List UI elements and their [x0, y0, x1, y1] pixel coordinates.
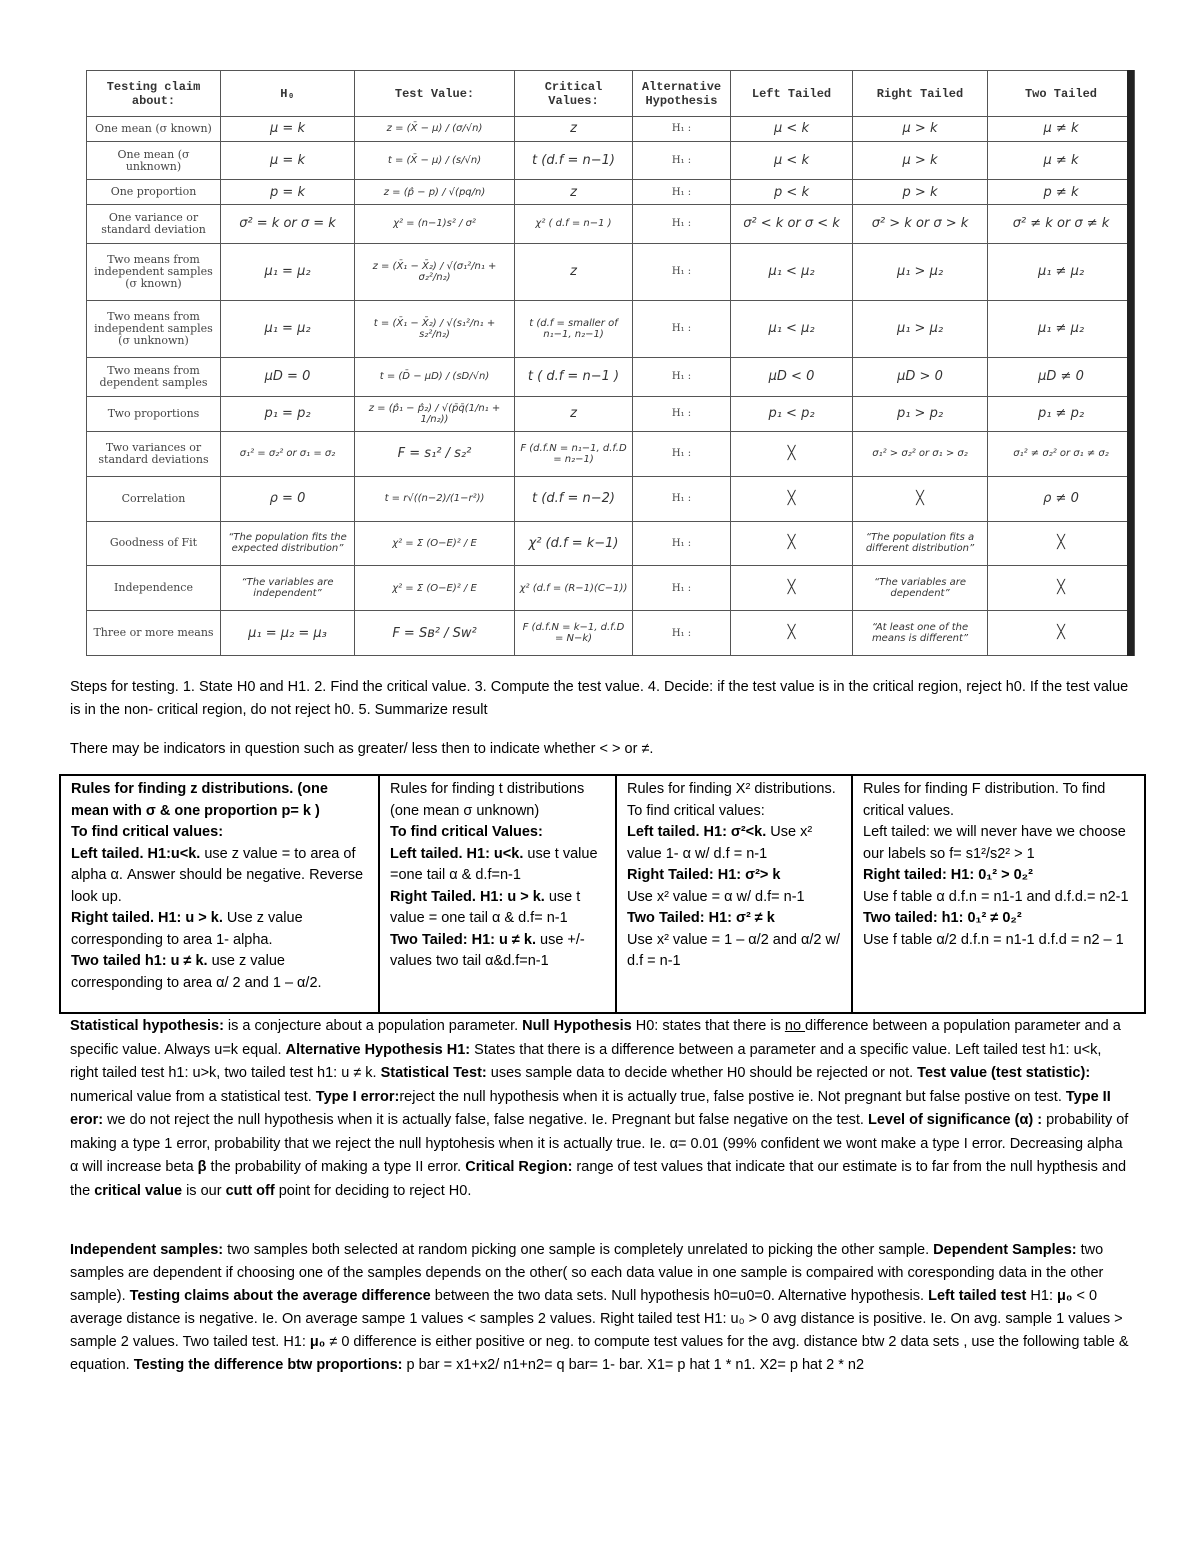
t-left-text: use t value =one tail α & d.f=n-1 — [390, 845, 598, 883]
h0-cell: μ = k — [221, 117, 355, 142]
two-tailed-cell: μD ≠ 0 — [988, 357, 1135, 396]
chi-square-rules — [616, 775, 852, 1013]
header-right-tailed: Right Tailed — [853, 71, 988, 117]
critical-value-cell: z — [515, 396, 633, 432]
z-distribution-rules — [60, 775, 379, 1013]
header-critical-values: Critical Values: — [515, 71, 633, 117]
summary-table-row — [87, 476, 1135, 521]
h0-cell: μD = 0 — [221, 357, 355, 396]
summary-table-row — [87, 205, 1135, 244]
critical-value-cell: χ² ( d.f = n−1 ) — [515, 205, 633, 244]
test-value-cell: z = (X̄₁ − X̄₂) / √(σ₁²/n₁ + σ₂²/n₂) — [355, 243, 515, 300]
left-tailed-cell: μ < k — [731, 117, 853, 142]
alt-hypothesis-cell: H₁ : — [633, 521, 731, 566]
def-text: we do not reject the null hypothesis when it is actually false, false negative. Ie. Pregnant but false negative on the test. — [103, 1112, 868, 1128]
left-tailed-not-applicable-mark: ╳ — [731, 432, 853, 477]
def-text: < 0 average distance is negative. Ie. On average sampe 1 values < samples 2 values. Right tailed test H1: u₀ > 0 avg distance is positive. Ie. On avg. sample 1 values > sample 2 values. Two tailed test. H1: — [70, 1288, 1123, 1350]
critical-value-cell: t ( d.f = n−1 ) — [515, 357, 633, 396]
right-tailed-not-applicable-mark: ╳ — [853, 476, 988, 521]
h0-cell: “The population fits the expected distribution” — [221, 521, 355, 566]
h0-cell: “The variables are independent” — [221, 566, 355, 611]
term-cut-off: cutt off — [225, 1182, 275, 1199]
h0-cell: μ₁ = μ₂ — [221, 300, 355, 357]
def-text: is our — [182, 1182, 226, 1199]
chi-right-label: Right Tailed: H1: σ²> k — [627, 867, 781, 883]
test-value-cell: t = (X̄₁ − X̄₂) / √(s₁²/n₁ + s₂²/n₂) — [355, 300, 515, 357]
term-type-2-error: Type II eror: — [70, 1088, 1111, 1128]
two-tailed-cell: μ ≠ k — [988, 141, 1135, 180]
mu-d-symbol: μ₀ — [1057, 1288, 1073, 1304]
def-text: H1: — [1026, 1288, 1058, 1304]
term-critical-value: critical value — [94, 1182, 183, 1199]
header-left-tailed: Left Tailed — [731, 71, 853, 117]
summary-table-row — [87, 566, 1135, 611]
chi-two-text: Use x² value = 1 – α/2 and α/2 w/ d.f = n-1 — [627, 931, 841, 969]
left-tailed-cell: μ₁ < μ₂ — [731, 300, 853, 357]
def-text: probability of making a type 1 error, probability that we reject the null hyptohesis when it is actually true. Ie. α= 0.01 (99% confident we wont make a type I error. Decreasing alpha α will increase beta — [70, 1112, 1129, 1175]
two-tailed-cell: μ ≠ k — [988, 117, 1135, 142]
right-tailed-cell: p₁ > p₂ — [853, 396, 988, 432]
term-left-tailed-test: Left tailed test — [928, 1288, 1027, 1304]
summary-table-row — [87, 611, 1135, 656]
underlined-no: no — [784, 1018, 806, 1034]
def-text: point for deciding to reject H0. — [274, 1182, 472, 1199]
right-tailed-cell: “The variables are dependent” — [853, 566, 988, 611]
samples-definitions — [70, 1239, 1132, 1377]
t-two-text: use +/- values two tail α&d.f=n-1 — [390, 931, 585, 969]
term-average-difference: Testing claims about the average difference — [129, 1288, 431, 1304]
def-text: ≠ 0 difference is either positive or neg. to compute test values for the avg. distance btw 2 data sets , use the following table & equation. — [70, 1334, 1129, 1373]
right-tailed-cell: μ > k — [853, 141, 988, 180]
t-left-label: Left tailed. H1: u<k. — [390, 845, 524, 862]
alt-hypothesis-cell: H₁ : — [633, 300, 731, 357]
critical-value-cell: t (d.f = n−2) — [515, 476, 633, 521]
header-two-tailed: Two Tailed — [988, 71, 1135, 117]
claim-cell: Two variances or standard deviations — [87, 432, 221, 477]
def-text: uses sample data to decide whether H0 should be rejected or not. — [486, 1065, 918, 1081]
two-tailed-not-applicable-mark: ╳ — [988, 521, 1135, 566]
two-tailed-cell: σ₁² ≠ σ₂² or σ₁ ≠ σ₂ — [988, 432, 1135, 477]
claim-cell: Two proportions — [87, 396, 221, 432]
test-value-cell: t = (D̄ − μD) / (sD/√n) — [355, 357, 515, 396]
test-value-cell: z = (X̄ − μ) / (σ/√n) — [355, 117, 515, 142]
alt-hypothesis-cell: H₁ : — [633, 205, 731, 244]
two-tailed-cell: p ≠ k — [988, 180, 1135, 205]
claim-cell: One mean (σ known) — [87, 117, 221, 142]
term-dependent-samples: Dependent Samples: — [933, 1242, 1077, 1258]
right-tailed-cell: μD > 0 — [853, 357, 988, 396]
f-distribution-rules — [852, 775, 1145, 1013]
z-rules-subtitle: To find critical values: — [71, 824, 224, 840]
indicators-note: There may be indicators in question such as greater/ less then to indicate whether < > or ≠. — [70, 741, 654, 757]
test-value-cell: z = (p̂₁ − p̂₂) / √(p̄q̄(1/n₁ + 1/n₂)) — [355, 396, 515, 432]
right-tailed-cell: μ₁ > μ₂ — [853, 300, 988, 357]
two-tailed-not-applicable-mark: ╳ — [988, 611, 1135, 656]
def-text: States that there is a difference between a parameter and a specific value. Left tailed test h1: u<k, right tailed test h1: u>k, two tailed test h1: u ≠ k. — [70, 1041, 1102, 1081]
left-tailed-cell: p < k — [731, 180, 853, 205]
claim-cell: One proportion — [87, 180, 221, 205]
two-tailed-cell: μ₁ ≠ μ₂ — [988, 243, 1135, 300]
def-text: difference between a population parameter and a specific value. Always u=k equal. — [70, 1018, 1121, 1058]
claim-cell: Two means from independent samples (σ unknown) — [87, 300, 221, 357]
left-tailed-not-applicable-mark: ╳ — [731, 566, 853, 611]
claim-cell: Two means from dependent samples — [87, 357, 221, 396]
t-right-label: Right Tailed. H1: u > k. — [390, 888, 545, 905]
test-value-cell: χ² = Σ (O−E)² / E — [355, 566, 515, 611]
right-tailed-cell: “At least one of the means is different” — [853, 611, 988, 656]
summary-table-row — [87, 243, 1135, 300]
alt-hypothesis-cell: H₁ : — [633, 141, 731, 180]
right-tailed-cell: μ₁ > μ₂ — [853, 243, 988, 300]
summary-table-header-row — [87, 71, 1135, 117]
summary-table-row — [87, 357, 1135, 396]
t-two-label: Two Tailed: H1: u ≠ k. — [390, 931, 536, 948]
h0-cell: μ₁ = μ₂ = μ₃ — [221, 611, 355, 656]
left-tailed-not-applicable-mark: ╳ — [731, 611, 853, 656]
t-right-text: use t value = one tail α & d.f= n-1 — [390, 888, 581, 926]
h0-cell: p₁ = p₂ — [221, 396, 355, 432]
term-critical-region: Critical Region: — [465, 1159, 573, 1175]
right-tailed-cell: σ₁² > σ₂² or σ₁ > σ₂ — [853, 432, 988, 477]
summary-table-row — [87, 432, 1135, 477]
def-text: numerical value from a statistical test. — [70, 1088, 316, 1105]
alt-hypothesis-cell: H₁ : — [633, 432, 731, 477]
claim-cell: One variance or standard deviation — [87, 205, 221, 244]
term-alternative-hypothesis: Alternative Hypothesis H1: — [285, 1041, 471, 1058]
def-text: between the two data sets. Null hypothesis h0=u0=0. Alternative hypothesis. — [430, 1288, 929, 1304]
alt-hypothesis-cell: H₁ : — [633, 357, 731, 396]
left-tailed-not-applicable-mark: ╳ — [731, 521, 853, 566]
alt-hypothesis-cell: H₁ : — [633, 611, 731, 656]
term-level-of-significance: Level of significance (α) : — [867, 1112, 1043, 1128]
right-tailed-cell: p > k — [853, 180, 988, 205]
header-testing-claim: Testing claim about: — [87, 71, 221, 117]
critical-value-cell: t (d.f = smaller of n₁−1, n₂−1) — [515, 300, 633, 357]
test-value-cell: F = s₁² / s₂² — [355, 432, 515, 477]
term-statistical-test: Statistical Test: — [380, 1065, 487, 1081]
f-right-label: Right tailed: H1: 0₁² > 0₂² — [863, 867, 1033, 883]
chi-left-text: Use x² value 1- α w/ d.f = n-1 — [627, 824, 813, 862]
critical-value-cell: F (d.f.N = n₁−1, d.f.D = n₂−1) — [515, 432, 633, 477]
hypothesis-test-summary-table — [86, 70, 1135, 656]
summary-table-row — [87, 141, 1135, 180]
right-tailed-cell: σ² > k or σ > k — [853, 205, 988, 244]
h0-cell: σ² = k or σ = k — [221, 205, 355, 244]
chi-two-label: Two Tailed: H1: σ² ≠ k — [627, 910, 775, 926]
summary-table-row — [87, 180, 1135, 205]
left-tailed-cell: μD < 0 — [731, 357, 853, 396]
term-type-1-error: Type I error: — [315, 1088, 400, 1105]
z-left-label: Left tailed. H1:u<k. — [71, 845, 201, 862]
critical-value-cell: F (d.f.N = k−1, d.f.D = N−k) — [515, 611, 633, 656]
def-text: two samples both selected at random picking one sample is completely unrelated to picking the other sample. — [223, 1242, 934, 1258]
z-two-label: Two tailed h1: u ≠ k. — [71, 953, 208, 969]
test-value-cell: t = (X̄ − μ) / (s/√n) — [355, 141, 515, 180]
claim-cell: Goodness of Fit — [87, 521, 221, 566]
claim-cell: Three or more means — [87, 611, 221, 656]
hypothesis-definitions — [70, 1015, 1132, 1203]
summary-table-row — [87, 300, 1135, 357]
chi-right-text: Use x² value = α w/ d.f= n-1 — [627, 888, 805, 905]
z-left-text: use z value = to area of alpha α. Answer should be negative. Reverse look up. — [71, 845, 364, 905]
critical-value-cell: z — [515, 117, 633, 142]
chi-left-label: Left tailed. H1: σ²<k. — [627, 824, 767, 840]
alt-hypothesis-cell: H₁ : — [633, 117, 731, 142]
alt-hypothesis-cell: H₁ : — [633, 566, 731, 611]
term-statistical-hypothesis: Statistical hypothesis: — [70, 1018, 224, 1034]
two-tailed-not-applicable-mark: ╳ — [988, 566, 1135, 611]
alt-hypothesis-cell: H₁ : — [633, 476, 731, 521]
left-tailed-cell: p₁ < p₂ — [731, 396, 853, 432]
claim-cell: One mean (σ unknown) — [87, 141, 221, 180]
f-rules-title: Rules for finding F distribution. To find critical values. — [863, 781, 1106, 819]
summary-table-row — [87, 117, 1135, 142]
def-text: p bar = x1+x2/ n1+n2= q bar= 1- bar. X1= p hat 1 * n1. X2= p hat 2 * n2 — [402, 1357, 865, 1373]
left-tailed-cell: μ < k — [731, 141, 853, 180]
scan-edge-bar — [1127, 70, 1134, 656]
t-distribution-rules — [379, 775, 616, 1013]
steps-for-testing: Steps for testing. 1. State H0 and H1. 2. Find the critical value. 3. Compute the test value. 4. Decide: if the test value is in the critical region, reject h0. If the test value is in the non- critical region, do not reject h0. 5. Summarize result — [70, 679, 1129, 718]
left-tailed-cell: μ₁ < μ₂ — [731, 243, 853, 300]
header-alternative-hypothesis: Alternative Hypothesis — [633, 71, 731, 117]
chi-rules-title: Rules for finding X² distributions. To find critical values: — [627, 781, 836, 819]
critical-value-cell: χ² (d.f = (R−1)(C−1)) — [515, 566, 633, 611]
summary-table-row — [87, 521, 1135, 566]
term-independent-samples: Independent samples: — [70, 1242, 224, 1258]
z-two-text: use z value corresponding to area α/ 2 and 1 – α/2. — [71, 953, 322, 991]
test-value-cell: F = Sʙ² / Sᴡ² — [355, 611, 515, 656]
critical-value-cell: z — [515, 180, 633, 205]
z-rules-title: Rules for finding z distributions. (one mean with σ & one proportion p= k ) — [71, 781, 328, 819]
claim-cell: Two means from independent samples (σ known) — [87, 243, 221, 300]
right-tailed-cell: μ > k — [853, 117, 988, 142]
term-null-hypothesis: Null Hypothesis — [522, 1018, 632, 1034]
beta-symbol: β — [197, 1159, 207, 1175]
mu-d-symbol: μ₀ — [309, 1334, 326, 1350]
term-difference-proportions: Testing the difference btw proportions: — [133, 1357, 403, 1373]
claim-cell: Correlation — [87, 476, 221, 521]
h0-cell: μ₁ = μ₂ — [221, 243, 355, 300]
two-tailed-cell: σ² ≠ k or σ ≠ k — [988, 205, 1135, 244]
header-h0: H₀ — [221, 71, 355, 117]
critical-value-cell: z — [515, 243, 633, 300]
two-tailed-cell: ρ ≠ 0 — [988, 476, 1135, 521]
right-tailed-cell: “The population fits a different distribution” — [853, 521, 988, 566]
t-rules-subtitle: To find critical Values: — [390, 824, 543, 840]
test-value-cell: z = (p̂ − p) / √(pq/n) — [355, 180, 515, 205]
test-value-cell: χ² = Σ (O−E)² / E — [355, 521, 515, 566]
f-left-text: Left tailed: we will never have we choose our labels so f= s1²/s2² > 1 — [863, 824, 1126, 862]
h0-cell: p = k — [221, 180, 355, 205]
alt-hypothesis-cell: H₁ : — [633, 396, 731, 432]
z-right-text: Use z value corresponding to area 1- alpha. — [71, 910, 303, 948]
critical-value-cell: t (d.f = n−1) — [515, 141, 633, 180]
critical-value-cell: χ² (d.f = k−1) — [515, 521, 633, 566]
two-tailed-cell: p₁ ≠ p₂ — [988, 396, 1135, 432]
t-rules-title: Rules for finding t distributions (one mean σ unknown) — [390, 781, 585, 819]
def-text: H0: states that there is — [631, 1018, 785, 1034]
left-tailed-not-applicable-mark: ╳ — [731, 476, 853, 521]
critical-value-rules-table — [59, 774, 1146, 1014]
z-right-label: Right tailed. H1: u > k. — [71, 910, 223, 926]
summary-table-row — [87, 396, 1135, 432]
f-two-text: Use f table α/2 d.f.n = n1-1 d.f.d = n2 – 1 — [863, 931, 1124, 948]
def-text: two samples are dependent if choosing one of the samples depends on the other( so each data value in one sample is compaired with coresponding data in the other sample). — [70, 1242, 1104, 1304]
test-value-cell: χ² = (n−1)s² / σ² — [355, 205, 515, 244]
header-test-value: Test Value: — [355, 71, 515, 117]
test-value-cell: t = r√((n−2)/(1−r²)) — [355, 476, 515, 521]
f-two-label: Two tailed: h1: 0₁² ≠ 0₂² — [863, 910, 1022, 926]
alt-hypothesis-cell: H₁ : — [633, 243, 731, 300]
def-text: is a conjecture about a population parameter. — [223, 1018, 523, 1034]
h0-cell: μ = k — [221, 141, 355, 180]
two-tailed-cell: μ₁ ≠ μ₂ — [988, 300, 1135, 357]
h0-cell: ρ = 0 — [221, 476, 355, 521]
def-text: range of test values that indicate that our estimate is to far from the null hypthesis and the — [70, 1159, 1127, 1199]
alt-hypothesis-cell: H₁ : — [633, 180, 731, 205]
term-test-value: Test value (test statistic): — [917, 1065, 1091, 1081]
claim-cell: Independence — [87, 566, 221, 611]
left-tailed-cell: σ² < k or σ < k — [731, 205, 853, 244]
def-text: the probability of making a type II error. — [206, 1159, 466, 1175]
def-text: reject the null hypothesis when it is actually true, false postive ie. Not pregnant but false postive on test. — [399, 1088, 1066, 1105]
h0-cell: σ₁² = σ₂² or σ₁ = σ₂ — [221, 432, 355, 477]
f-right-text: Use f table α d.f.n = n1-1 and d.f.d.= n2-1 — [863, 888, 1129, 905]
